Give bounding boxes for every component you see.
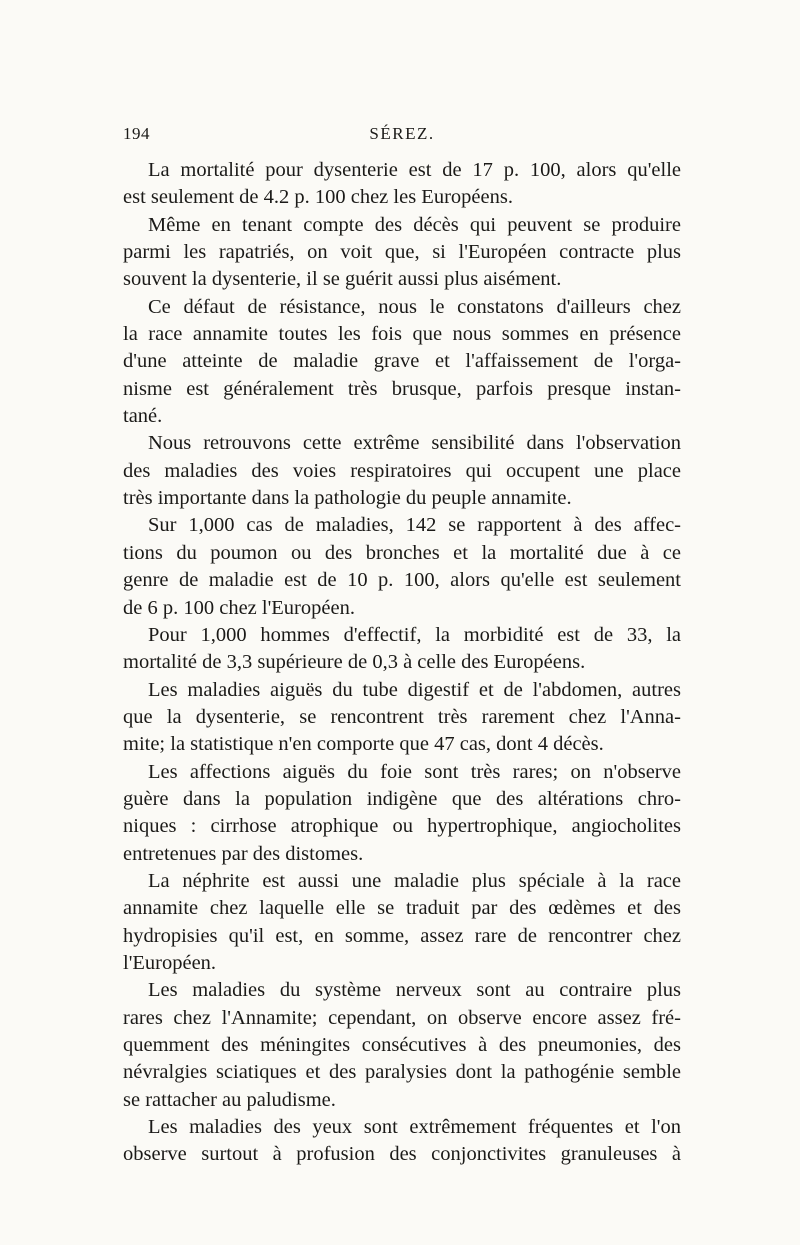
- text-line: genre de maladie est de 10 p. 100, alors qu'elle est seulement: [123, 569, 681, 592]
- text-line: très importante dans la pathologie du peuple annamite.: [123, 487, 572, 510]
- text-line: parmi les rapatriés, on voit que, si l'Européen contracte plus: [123, 241, 681, 264]
- running-head: SÉREZ.: [369, 124, 435, 143]
- text-line: Les affections aiguës du foie sont très rares; on n'observe: [148, 760, 681, 783]
- text-line: des maladies des voies respiratoires qui occupent une place: [123, 459, 681, 482]
- body-text: [123, 157, 681, 1169]
- text-line: de 6 p. 100 chez l'Européen.: [123, 596, 355, 619]
- text-line: souvent la dysenterie, il se guérit aussi plus aisément.: [123, 268, 562, 291]
- text-line: hydropisies qu'il est, en somme, assez rare de rencontrer chez: [123, 924, 681, 947]
- text-line: La mortalité pour dysenterie est de 17 p. 100, alors qu'elle: [148, 159, 681, 181]
- text-line: d'une atteinte de maladie grave et l'affaissement de l'orga-: [123, 350, 681, 373]
- text-line: Les maladies du système nerveux sont au contraire plus: [148, 979, 681, 1002]
- text-line: la race annamite toutes les fois que nous sommes en présence: [123, 323, 681, 346]
- text-line: Les maladies aiguës du tube digestif et de l'abdomen, autres: [148, 678, 681, 701]
- text-line: nisme est généralement très brusque, parfois presque instan-: [123, 377, 681, 400]
- text-line: l'Européen.: [123, 951, 217, 974]
- text-line: que la dysenterie, se rencontrent très rarement chez l'Anna-: [123, 705, 681, 728]
- text-line: se rattacher au paludisme.: [123, 1088, 336, 1111]
- text-line: rares chez l'Annamite; cependant, on observe encore assez fré-: [123, 1006, 681, 1029]
- text-line: La néphrite est aussi une maladie plus spéciale à la race: [148, 869, 681, 892]
- text-line: Nous retrouvons cette extrême sensibilité dans l'observation: [148, 432, 681, 455]
- text-line: observe surtout à profusion des conjonctivites granuleuses à: [123, 1143, 681, 1166]
- text-line: annamite chez laquelle elle se traduit par des œdèmes et des: [123, 897, 681, 920]
- text-line: névralgies sciatiques et des paralysies dont la pathogénie semble: [123, 1061, 681, 1084]
- text-line: entretenues par des distomes.: [123, 842, 364, 865]
- text-line: Ce défaut de résistance, nous le constatons d'ailleurs chez: [148, 295, 681, 318]
- text-line: mortalité de 3,3 supérieure de 0,3 à celle des Européens.: [123, 651, 586, 674]
- text-line: niques : cirrhose atrophique ou hypertrophique, angiocholites: [123, 815, 681, 838]
- page-number: 194: [123, 124, 150, 143]
- page-header: [123, 124, 681, 148]
- text-line: guère dans la population indigène que des altérations chro-: [123, 787, 681, 810]
- text-line: Pour 1,000 hommes d'effectif, la morbidité est de 33, la: [148, 623, 681, 646]
- text-line: Même en tenant compte des décès qui peuvent se produire: [148, 213, 681, 236]
- text-line: tané.: [123, 405, 163, 428]
- text-line: Sur 1,000 cas de maladies, 142 se rapportent à des affec-: [148, 514, 681, 537]
- text-line: Les maladies des yeux sont extrêmement fréquentes et l'on: [148, 1116, 681, 1139]
- text-line: mite; la statistique n'en comporte que 47 cas, dont 4 décès.: [123, 733, 604, 756]
- text-line: tions du poumon ou des bronches et la mortalité due à ce: [123, 541, 681, 564]
- text-line: est seulement de 4.2 p. 100 chez les Européens.: [123, 186, 513, 209]
- text-line: quemment des méningites consécutives à des pneumonies, des: [123, 1034, 681, 1056]
